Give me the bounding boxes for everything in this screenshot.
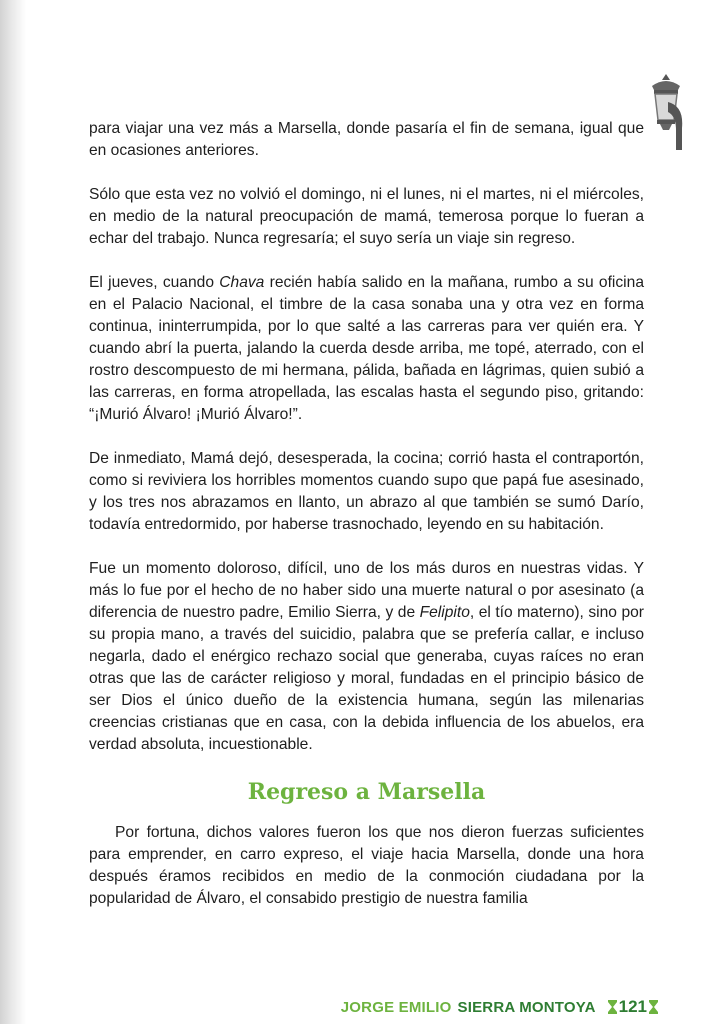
paragraph-4: De inmediato, Mamá dejó, desesperada, la cocina; corrió hasta el contraportón, como si reviviera los horribles momentos cuando supo que papá fue asesinado, y los tres nos abrazamos en llanto, un abrazo al que también se sumó Darío, todavía entredormido, por haberse trasnochado, leyendo en su habitación. bbox=[89, 450, 644, 533]
page-number: 121 bbox=[618, 997, 647, 1016]
page-footer bbox=[341, 996, 658, 1018]
paragraph-5 bbox=[89, 558, 644, 756]
paragraph-3-part-a: El jueves, cuando bbox=[89, 274, 220, 291]
page-edge-shadow bbox=[0, 0, 26, 1024]
lamp-icon bbox=[642, 72, 690, 152]
paragraph-5-part-b: , el tío materno), sino por su propia mano, a través del suicidio, palabra que se prefería callar, e incluso negarla, dado el enérgico rechazo social que generaba, cuyas raíces no eran otras que las de carácter religioso y moral, fundadas en el principio básico de ser Dios el único dueño de la existencia humana, según las milenarias creencias cristianas que en casa, con la debida influencia de los abuelos, era verdad absoluta, incuestionable. bbox=[89, 604, 645, 753]
paragraph-6: Por fortuna, dichos valores fueron los que nos dieron fuerzas suficientes para emprender, en carro expreso, el viaje hacia Marsella, donde una hora después éramos recibidos en medio de la conmoción ciudadana por la popularidad de Álvaro, el consabido prestigio de nuestra familia bbox=[89, 824, 644, 907]
paragraph-2: Sólo que esta vez no volvió el domingo, ni el lunes, ni el martes, ni el miércoles, en medio de la natural preocupación de mamá, temerosa porque lo fueran a echar del trabajo. Nunca regresaría; el suyo sería un viaje sin regreso. bbox=[89, 186, 644, 247]
body-text bbox=[89, 118, 644, 910]
paragraph-1: para viajar una vez más a Marsella, donde pasaría el fin de semana, igual que en ocasiones anteriores. bbox=[89, 120, 644, 159]
name-chava: Chava bbox=[219, 274, 265, 291]
paragraph-3 bbox=[89, 272, 644, 426]
paragraph-5-part-a: Fue un momento doloroso, difícil, uno de los más duros en nuestras vidas. Y más lo fue por el hecho de no haber sido una muerte natural o por asesinato (a diferencia de nuestro padre, Emilio Sierra, y de bbox=[89, 560, 644, 621]
name-felipito: Felipito bbox=[419, 604, 470, 621]
hourglass-icon bbox=[608, 1000, 617, 1014]
paragraph-3-part-b: recién había salido en la mañana, rumbo a su oficina en el Palacio Nacional, el timbre de la casa sonaba una y otra vez en forma continua, ininterrumpida, por lo que salté a las carreras para ver quién era. Y cuando abrí la puerta, jalando la cuerda desde arriba, me topé, aterrado, con el rostro descompuesto de mi hermana, pálida, bañada en lágrimas, quien subió a las carreras, en forma atropellada, las escalas hasta el segundo piso, gritando: “¡Murió Álvaro! ¡Murió Álvaro!”. bbox=[89, 274, 644, 423]
page-number-block bbox=[608, 997, 658, 1017]
author-last-name: SIERRA MONTOYA bbox=[457, 998, 596, 1016]
section-heading: Regreso a Marsella bbox=[247, 779, 486, 805]
hourglass-icon bbox=[649, 1000, 658, 1014]
author-first-name: JORGE EMILIO bbox=[340, 998, 452, 1016]
